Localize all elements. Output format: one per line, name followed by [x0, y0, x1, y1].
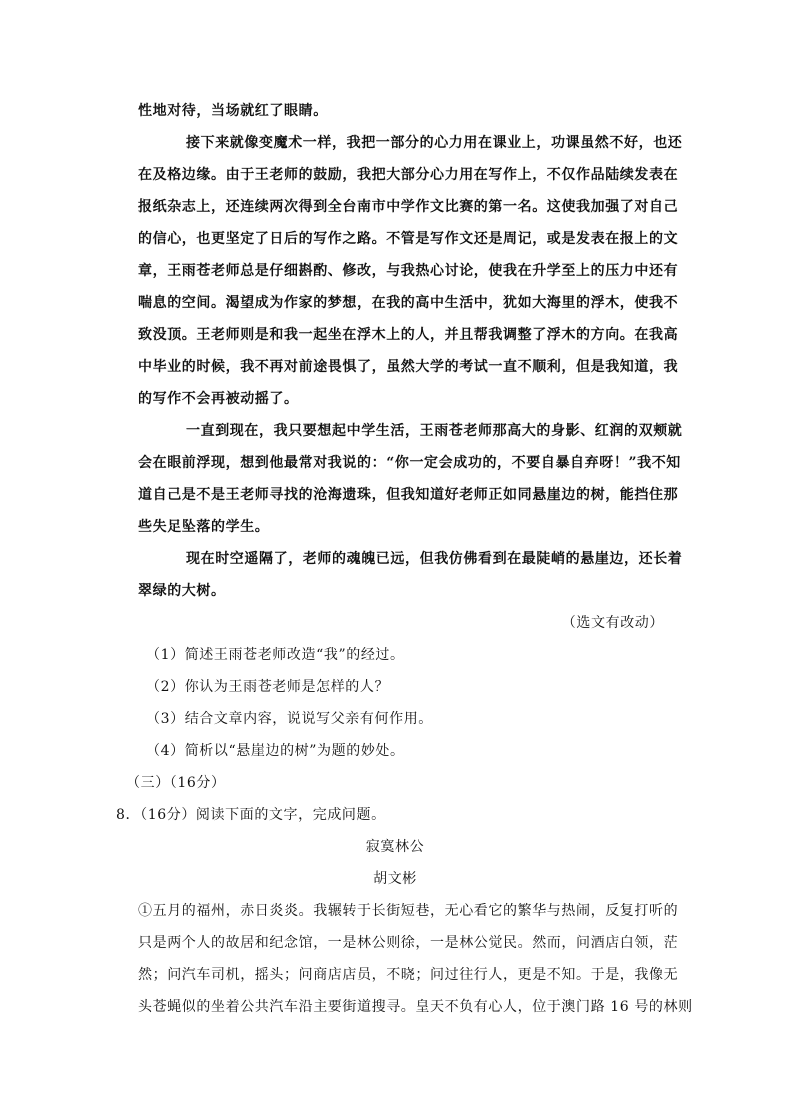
paragraph-line: 喘息的空间。渴望成为作家的梦想，在我的高中生活中，犹如大海里的浮木，使我不	[138, 295, 679, 311]
paragraph-line: 一直到现在，我只要想起中学生活，王雨苍老师那高大的身影、红润的双颊就	[186, 423, 683, 439]
paragraph-line: 在及格边缘。由于王老师的鼓励，我把大部分心力用在写作上，不仅作品陆续发表在	[138, 167, 679, 183]
paragraph-line: 中毕业的时候，我不再对前途畏惧了，虽然大学的考试一直不顺利，但是我知道，我	[138, 359, 679, 375]
paragraph-line: 的信心，也更坚定了日后的写作之路。不管是写作文还是周记，或是发表在报上的文	[138, 231, 679, 247]
paragraph-line: 章，王雨苍老师总是仔细斟酌、修改，与我热心讨论，使我在升学至上的压力中还有	[138, 263, 679, 279]
question-item: （1）简述王雨苍老师改造“我”的经过。	[146, 647, 405, 663]
article-title: 寂寞林公	[365, 839, 425, 855]
paragraph-line: 现在时空遥隔了，老师的魂魄已远，但我仿佛看到在最陡峭的悬崖边，还长着	[186, 551, 683, 567]
question-8-heading: 8．（16分）阅读下面的文字，完成问题。	[116, 807, 386, 823]
question-item: （4）简析以“悬崖边的树”为题的妙处。	[146, 743, 405, 759]
paragraph-line: 致没顶。王老师则是和我一起坐在浮木上的人，并且帮我调整了浮木的方向。在我高	[138, 327, 679, 343]
article-line: 只是两个人的故居和纪念馆，一是林公则徐，一是林公觉民。然而，问酒店白领，茫	[138, 935, 679, 951]
question-item: （3）结合文章内容，说说写父亲有何作用。	[146, 711, 433, 727]
article-line: ①五月的福州，赤日炎炎。我辗转于长街短巷，无心看它的繁华与热闹，反复打听的	[138, 903, 679, 919]
paragraph-line: 报纸杂志上，还连续两次得到全台南市中学作文比赛的第一名。这使我加强了对自己	[138, 199, 679, 215]
paragraph-line: 道自己是不是王老师寻找的沧海遗珠，但我知道好老师正如同悬崖边的树，能挡住那	[138, 487, 679, 503]
paragraph-line: 翠绿的大树。	[138, 583, 226, 599]
section-label: （三）（16分）	[126, 775, 226, 791]
paragraph-line: 接下来就像变魔术一样，我把一部分的心力用在课业上，功课虽然不好，也还	[186, 135, 683, 151]
source-note: （选文有改动）	[561, 615, 664, 631]
question-item: （2）你认为王雨苍老师是怎样的人？	[146, 679, 390, 695]
paragraph-line: 会在眼前浮现，想到他最常对我说的：“你一定会成功的，不要自暴自弃呀！”我不知	[138, 455, 681, 471]
article-author: 胡文彬	[373, 871, 417, 887]
paragraph-line: 些失足坠落的学生。	[138, 519, 270, 535]
paragraph-line: 的写作不会再被动摇了。	[138, 391, 299, 407]
article-line: 头苍蝇似的坐着公共汽车沿主要街道搜寻。皇天不负有心人，位于澳门路 16 号的林则	[138, 999, 693, 1015]
article-line: 然；问汽车司机，摇头；问商店店员，不晓；问过往行人，更是不知。于是，我像无	[138, 967, 679, 983]
paragraph-line: 性地对待，当场就红了眼睛。	[138, 103, 328, 119]
